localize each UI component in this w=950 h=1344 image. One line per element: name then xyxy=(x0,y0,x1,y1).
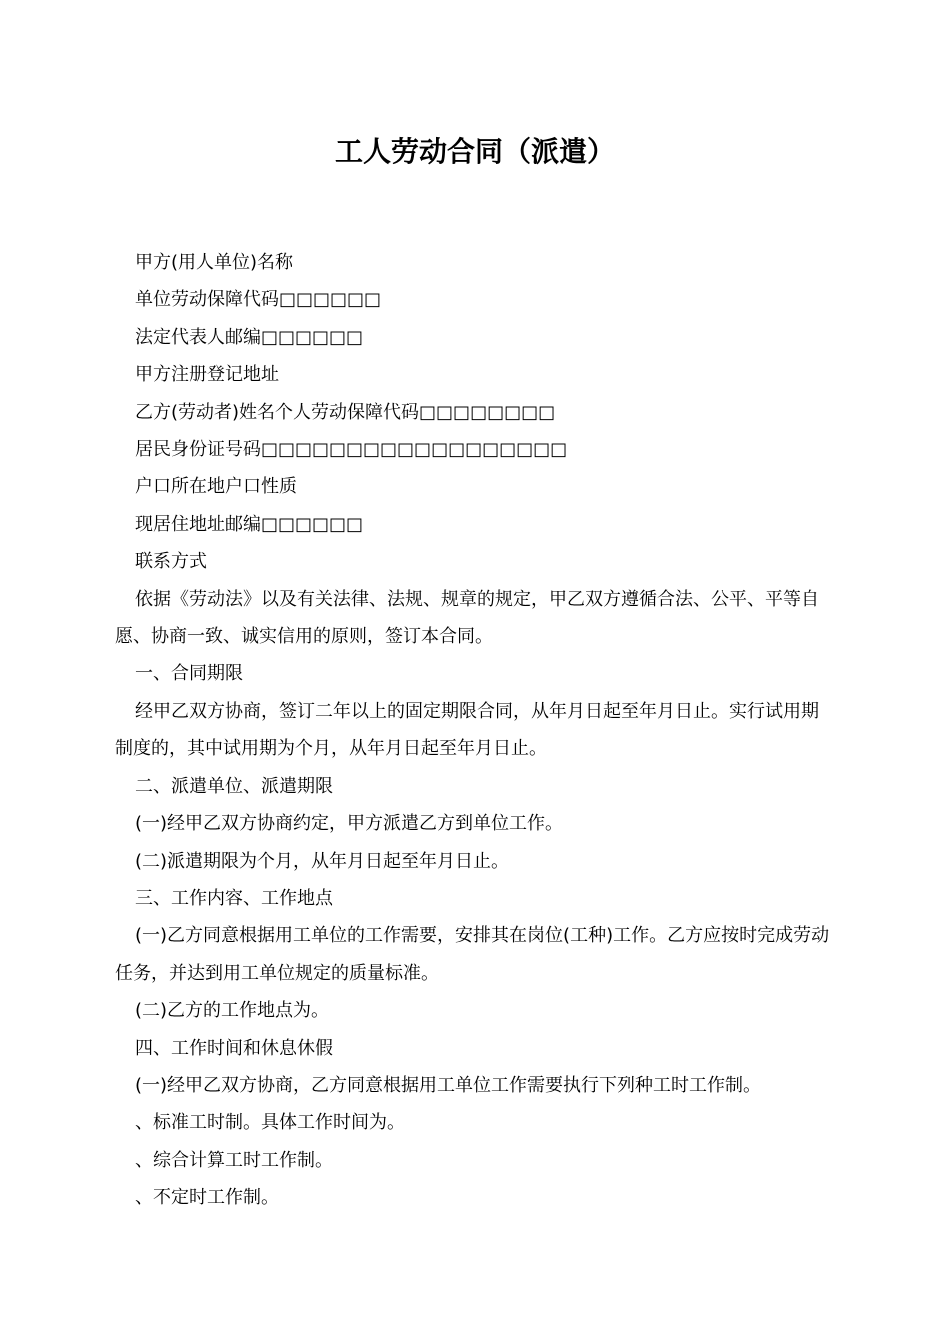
document-body xyxy=(115,244,835,1217)
contract-term-paragraph: 经甲乙双方协商，签订二年以上的固定期限合同，从年月日起至年月日止。实行试用期制度的，其中试用期为个月，从年月日起至年月日止。 xyxy=(115,700,819,760)
current-address-field: 现居住地址邮编□□□□□□ xyxy=(135,513,364,535)
legal-rep-postcode-field: 法定代表人邮编□□□□□□ xyxy=(135,326,364,348)
party-a-name-field: 甲方(用人单位)名称 xyxy=(135,252,294,273)
section-heading: 四、工作时间和休息休假 xyxy=(135,1037,333,1059)
clause-paragraph: (一)乙方同意根据用工单位的工作需要，安排其在岗位(工种)工作。乙方应按时完成劳动任务，并达到用工单位规定的质量标准。 xyxy=(115,925,830,984)
clause-paragraph: (二)乙方的工作地点为。 xyxy=(135,1000,330,1022)
clause-paragraph: (一)经甲乙双方协商，乙方同意根据用工单位工作需要执行下列种工时工作制。 xyxy=(135,1074,762,1096)
section-heading: 二、派遣单位、派遣期限 xyxy=(135,775,333,797)
clause-paragraph: (二)派遣期限为个月，从年月日起至年月日止。 xyxy=(135,850,510,872)
section-heading: 三、工作内容、工作地点 xyxy=(135,887,333,909)
list-item: 、综合计算工时工作制。 xyxy=(135,1149,333,1171)
id-number-field: 居民身份证号码□□□□□□□□□□□□□□□□□□ xyxy=(135,439,568,461)
document-title: 工人劳动合同（派遣） xyxy=(334,135,615,168)
preamble-paragraph: 依据《劳动法》以及有关法律、法规、规章的规定，甲乙双方遵循合法、公平、平等自愿、协商一致、诚实信用的原则，签订本合同。 xyxy=(115,588,819,648)
contact-field: 联系方式 xyxy=(135,551,207,573)
section-heading: 一、合同期限 xyxy=(135,663,243,685)
clause-paragraph: (一)经甲乙双方协商约定，甲方派遣乙方到单位工作。 xyxy=(135,813,564,835)
party-b-name-code-field: 乙方(劳动者)姓名个人劳动保障代码□□□□□□□□ xyxy=(135,401,556,423)
list-item: 、不定时工作制。 xyxy=(135,1187,279,1209)
household-registration-field: 户口所在地户口性质 xyxy=(135,476,297,498)
list-item: 、标准工时制。具体工作时间为。 xyxy=(135,1112,405,1134)
party-a-labor-code-field: 单位劳动保障代码□□□□□□ xyxy=(135,289,382,311)
party-a-address-field: 甲方注册登记地址 xyxy=(135,364,279,386)
